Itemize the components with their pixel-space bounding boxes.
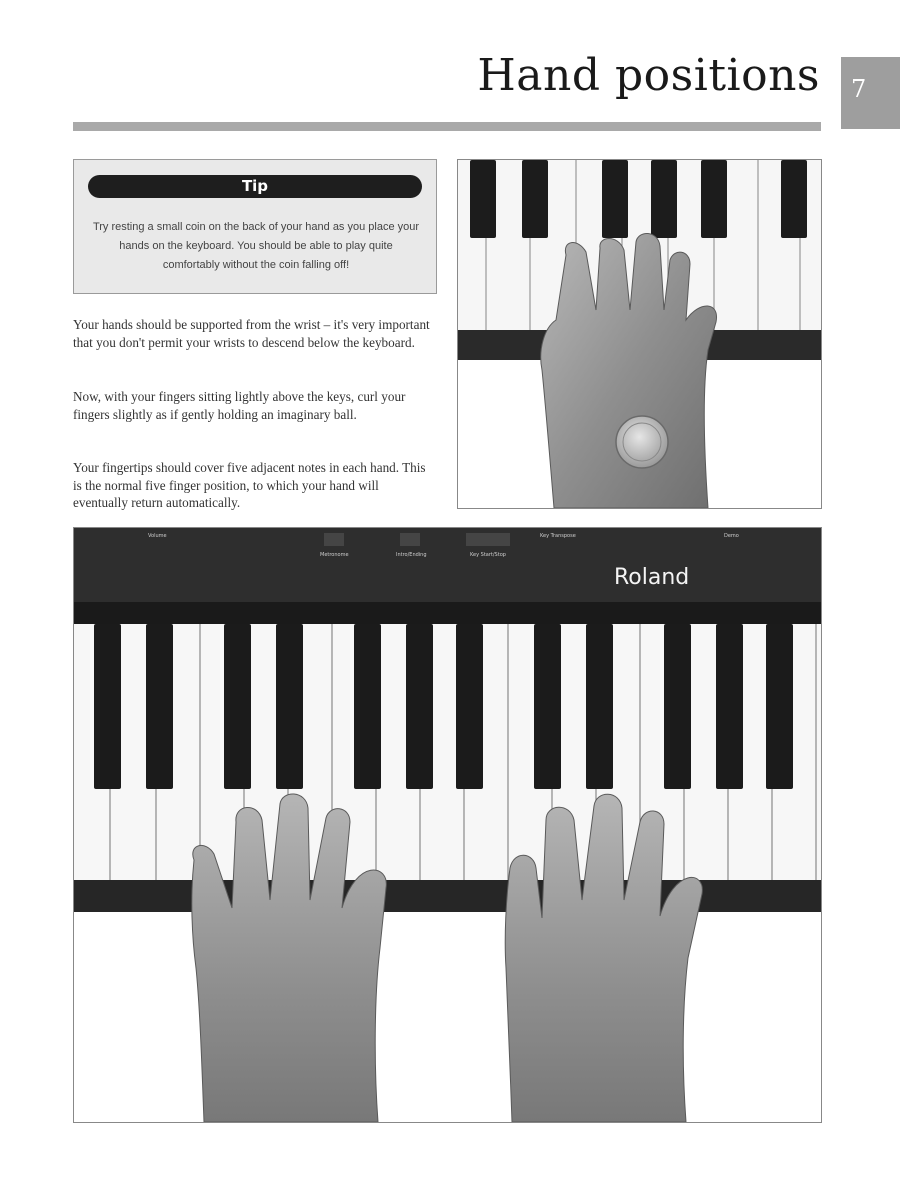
page-number-tab: 7 xyxy=(841,57,900,129)
tip-box xyxy=(73,159,437,294)
intro-ending-button xyxy=(400,533,420,546)
label-demo: Demo xyxy=(724,533,739,539)
roland-logo: Roland xyxy=(614,565,690,590)
paragraph-five-finger: Your fingertips should cover five adjacent notes in each hand. This is the normal five finger position, to which your hand will eventually return automatically. xyxy=(73,460,426,510)
metronome-button xyxy=(324,533,344,546)
label-intro-ending: Intro/Ending xyxy=(396,552,427,558)
tip-text: Try resting a small coin on the back of your hand as you place your hands on the keyboard. You should be able to play quite comfortably without the coin falling off! xyxy=(92,221,420,271)
tip-heading: Tip xyxy=(88,175,422,198)
photo-hand-with-coin xyxy=(457,159,822,509)
paragraph-wrist: Your hands should be supported from the wrist – it's very important that you don't permit your wrists to descend below the keyboard. xyxy=(73,317,430,350)
label-volume: Volume xyxy=(148,533,167,539)
label-key-start-stop: Key Start/Stop xyxy=(470,552,506,558)
header-rule xyxy=(73,122,821,131)
label-metronome: Metronome xyxy=(320,552,349,558)
photo-both-hands-keyboard xyxy=(73,527,822,1123)
key-start-stop-button xyxy=(466,533,510,546)
label-key-transpose: Key Transpose xyxy=(540,533,576,539)
page-title: Hand positions xyxy=(477,50,820,101)
paragraph-curl-fingers: Now, with your fingers sitting lightly above the keys, curl your fingers slightly as if gently holding an imaginary ball. xyxy=(73,389,406,422)
